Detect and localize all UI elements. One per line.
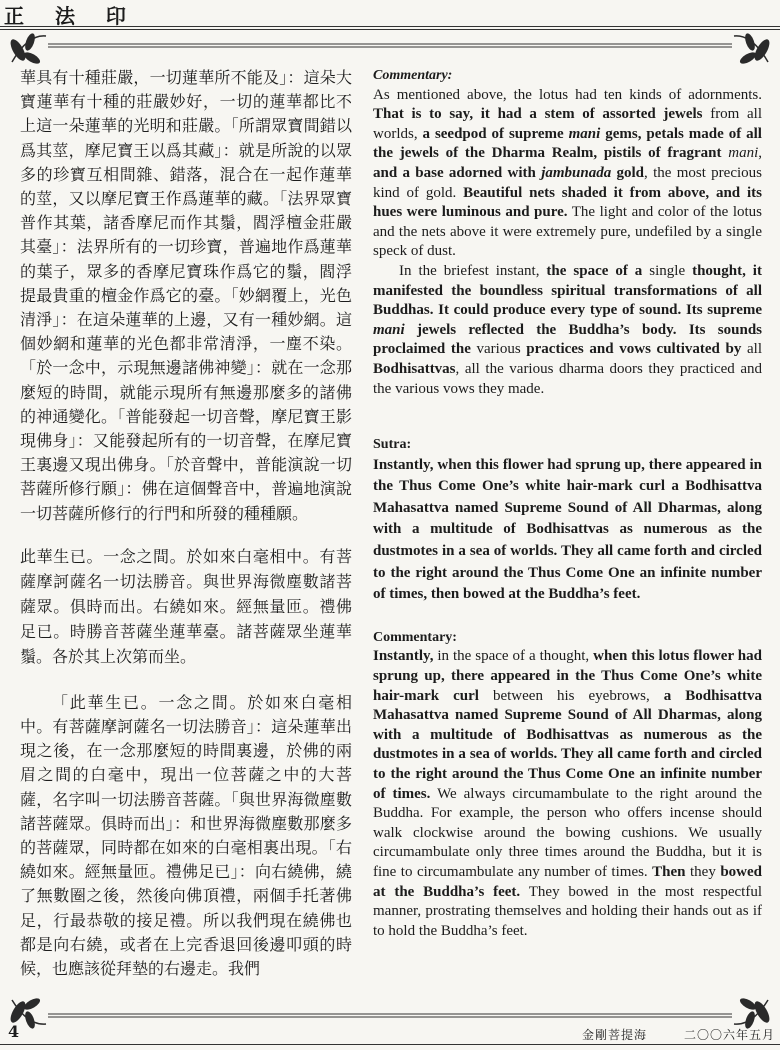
publication-name: 金剛菩提海 bbox=[582, 1028, 648, 1042]
chinese-commentary-2: 「此華生已。一念之間。於如來白毫相中。有菩薩摩訶薩名一切法勝音」：這朵蓮華出現之後，在一念那麼短的時間裏邊，於佛的兩眉之間的白毫中，現出一位菩薩之中的大菩薩，名字叫一切法勝音菩薩。「與世界海微塵數諸菩薩眾。俱時而出」：和世界海微塵數那麼多的菩薩眾，同時都在如來的白毫相裏出現。「右繞如來。經無量匝。禮佛足已」：向右繞佛，繞了無數圈之後，然後向佛頂禮，兩個手托著佛足，行最恭敬的接足禮。所以我們現在繞佛也都是向右繞，或者在上完香退回後邊叩頭的時候，也應該從拜墊的右邊走。我們 bbox=[20, 692, 352, 979]
text-run: various bbox=[470, 341, 527, 358]
text-run: the space of a bbox=[546, 262, 643, 279]
chinese-sutra: 此華生已。一念之間。於如來白毫相中。有菩薩摩訶薩名一切法勝音。與世界海微塵數諸菩薩眾。俱時而出。右繞如來。經無量匝。禮佛足已。時勝音菩薩坐蓮華臺。諸菩薩眾坐蓮華鬚。各於其上次第而坐。 bbox=[20, 546, 352, 666]
text-run: bowed at the Buddha’s feet. bbox=[373, 863, 762, 900]
text-run: when this lotus flower had sprung up, there appeared in the Thus Come One’s white hair-mark curl bbox=[373, 648, 762, 704]
text-run: The light and color of the lotus and the nets above it were extremely pure, undefiled by a single speck of dust. bbox=[373, 204, 762, 260]
commentary-heading: Commentary: bbox=[373, 68, 453, 83]
text-run: gold bbox=[611, 164, 645, 181]
english-commentary-1-p1 bbox=[373, 86, 762, 262]
text-run: We always circumambulate to the right around the Buddha. For example, the person who offers incense should walk clockwise around the bowing cushions. We usually circumambulate only three times around the Buddha, but it is fine to circumambulate any number of times. bbox=[373, 785, 763, 880]
sutra-heading: Sutra: bbox=[373, 437, 412, 453]
text-run: Beautiful nets shaded it from above, and its hues were luminous and pure. bbox=[373, 184, 762, 221]
text-run: they bbox=[685, 863, 721, 880]
chinese-commentary-1: 華具有十種莊嚴，一切蓮華所不能及」：這朵大寶蓮華有十種的莊嚴妙好，一切的蓮華都比不上這一朵蓮華的光明和莊嚴。「所謂眾寶間錯以爲其莖，摩尼寶王以爲其藏」：就是所說的以眾多的珍寶互相間雜、錯落，混合在一起作蓮華的莖，又以摩尼寶王作爲蓮華的藏。「法界眾寶普作其葉，諸香摩尼而作其鬚，閻浮檀金莊嚴其臺」：法界所有的一切珍寶，普遍地作爲蓮華的葉子，眾多的香摩尼寶珠作爲它的鬚，閻浮提最貴重的檀金作爲它的臺。「妙網覆上，光色清淨」：在這朵蓮華的上邊，又有一種妙網。這個妙網和蓮華的光色都非常清淨，一塵不染。「於一念中，示現無邊諸佛神變」：就在一念那麼短的時間，就能示現所有無邊那麼多的諸佛的神通變化。「普能發起一切音聲，摩尼寶王影現佛身」：又能發起所有的一切音聲，在摩尼寶王裏邊又現出佛身。「於音聲中，普能演說一切菩薩所修行願」：佛在這個聲音中，普遍地演說一切菩薩所修行的行門和所發的種種願。 bbox=[20, 68, 352, 523]
text-run: jewels reflected the Buddha’s body. Its sounds proclaimed the bbox=[373, 321, 762, 358]
text-run: , all the various dharma doors they practiced and the various vows they made. bbox=[373, 360, 762, 397]
commentary-heading-2: Commentary: bbox=[373, 629, 457, 645]
text-run: a seedpod of supreme bbox=[422, 125, 569, 142]
text-run: practices and vows cultivated by bbox=[526, 341, 742, 358]
text-run: , bbox=[758, 145, 762, 162]
text-run: from all worlds, bbox=[373, 106, 763, 142]
text-run: all bbox=[741, 341, 762, 358]
text-run: That is to say, it had a stem of assorted jewels bbox=[373, 106, 703, 123]
header-rule bbox=[0, 26, 780, 27]
footer-rule bbox=[0, 1044, 780, 1045]
chinese-column bbox=[20, 66, 352, 981]
english-sutra-text: Instantly, when this flower had sprung up, there appeared in the Thus Come One’s white hair-mark curl a Bodhisattva Mahasattva named Supreme Sound of All Dharmas, along with a multitude of Bodhisattvas as numerous as the dustmotes in a sea of worlds. They all came forth and circled to the right around the Thus Come One an infinite number of times, then bowed at the Buddha’s feet. bbox=[373, 456, 762, 603]
text-run: single bbox=[642, 262, 693, 279]
text-run: a Bodhisattva Mahasattva named Supreme Sound of All Dharmas, along with a multitude of Bodhisattvas as numerous as the dustmotes in a sea of worlds. They all came forth and circled to the right around the Thus Come One an infinite number of times. bbox=[373, 687, 762, 802]
header-ornament bbox=[0, 30, 780, 70]
column-title: 正 法 印 bbox=[4, 4, 138, 28]
text-run: in the space of a thought, bbox=[437, 648, 594, 665]
text-run: Then bbox=[652, 863, 686, 880]
issue-date: 二〇〇六年五月 bbox=[684, 1028, 776, 1042]
text-run: and a base adorned with bbox=[373, 164, 542, 181]
text-run: jambunada bbox=[541, 164, 612, 181]
text-run: thought, it manifested the boundless spiritual transformations of all Buddhas. It could produce every type of sound. Its supreme bbox=[373, 262, 762, 319]
text-run: mani bbox=[568, 125, 601, 142]
text-run: In the briefest instant, bbox=[399, 262, 547, 279]
text-run: between his eyebrows, bbox=[478, 687, 664, 704]
text-run: As mentioned above, the lotus had ten kinds of adornments. bbox=[373, 86, 762, 103]
footer-ornament bbox=[0, 990, 780, 1030]
text-run: mani bbox=[728, 145, 759, 162]
text-run: mani bbox=[373, 321, 405, 338]
text-run: gems, petals made of all the jewels of the Dharma Realm, pistils of fragrant bbox=[373, 125, 762, 162]
page-number: 4 bbox=[8, 1022, 20, 1041]
text-run: They bowed in the most respectful manner, prostrating themselves and holding their hands out as if to hold the Buddha’s feet. bbox=[373, 883, 762, 939]
english-column bbox=[373, 66, 762, 941]
english-commentary-2-p1 bbox=[373, 647, 762, 941]
english-commentary-1-p2 bbox=[373, 262, 762, 399]
text-run: Instantly, bbox=[373, 648, 438, 665]
text-run: , the most precious kind of gold. bbox=[373, 164, 762, 201]
text-run: Bodhisattvas bbox=[373, 360, 456, 377]
